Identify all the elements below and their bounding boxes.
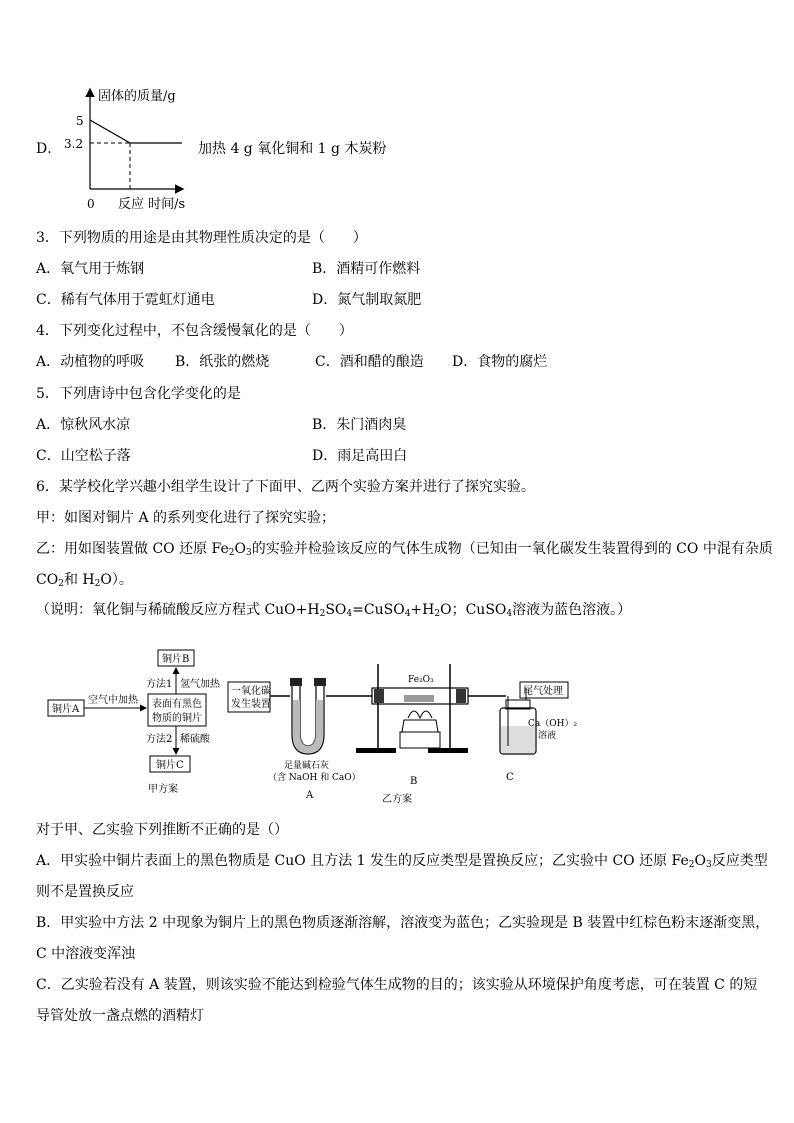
q6-option-a-line1: A．甲实验中铜片表面上的黑色物质是 CuO 且方法 1 发生的反应类型是置换反应；乙实验中 CO 还原 $Fe_2O_3$反应类型	[36, 853, 768, 870]
q5-stem: 5．下列唐诗中包含化学变化的是	[36, 386, 241, 402]
black-copper-label-2: 物质的铜片	[152, 713, 202, 724]
q5-option-b: B．朱门酒肉臭	[312, 417, 407, 433]
co-generator-label-1: 一氧化碳	[231, 686, 271, 697]
option-d-label: D．	[36, 141, 62, 157]
q6-question: 对于甲、乙实验下列推断不正确的是（）	[36, 822, 288, 838]
caoh2-label-1: Ca（OH）₂	[528, 719, 578, 729]
q4-option-a: A．动植物的呼吸	[36, 354, 145, 370]
dilute-acid-label: 稀硫酸	[180, 734, 210, 745]
q6-option-c-line2: 导管处放一盏点燃的酒精灯	[36, 1008, 204, 1024]
label-c: C	[506, 772, 514, 783]
q3-stem: 3．下列物质的用途是由其物理性质决定的是（ ）	[36, 230, 367, 246]
q4-option-d: D．食物的腐烂	[452, 354, 548, 370]
method2-label: 方法2	[146, 734, 173, 745]
mass-time-graph	[60, 84, 210, 214]
fe2o3-label: Fe₂O₃	[408, 675, 434, 685]
heat-in-air-label: 空气中加热	[88, 695, 138, 706]
label-b: B	[410, 776, 418, 787]
soda-lime-label-1: 足量碱石灰	[284, 761, 330, 771]
x-axis-label: 反应 时间/s	[118, 197, 186, 212]
q3-option-d: D．氮气制取氮肥	[312, 292, 422, 308]
q4-option-b: B．纸张的燃烧	[175, 354, 270, 370]
scheme-yi-diagram	[224, 656, 580, 812]
copper-c-label: 铜片C	[156, 760, 184, 771]
caoh2-label-2: 溶液	[538, 731, 557, 741]
y-tick-3-2: 3.2	[64, 137, 84, 151]
q6-option-c-line1: C．乙实验若没有 A 装置，则该实验不能达到检验气体生成物的目的；该实验从环境保护角度考虑，可在装置 C 的短	[36, 977, 758, 993]
tail-gas-label: 尾气处理	[523, 686, 563, 697]
copper-a-label: 铜片A	[52, 704, 80, 715]
q3-option-b: B．酒精可作燃料	[312, 261, 421, 277]
q3-option-a: A．氧气用于炼钢	[36, 261, 145, 277]
q6-note: （说明：氧化铜与稀硫酸反应方程式 $CuO+H_2SO_4=CuSO_4+H_2O$；CuSO$_4$溶液为蓝色溶液。）	[36, 602, 632, 619]
q5-option-a: A．惊秋风水凉	[36, 417, 131, 433]
q6-yi-text-line1: 乙：用如图装置做 CO 还原 $Fe_2O_3$的实验并检验该反应的气体生成物（已知由一氧化碳发生装置得到的 CO 中混有杂质	[36, 541, 773, 558]
scheme-yi-caption: 乙方案	[382, 794, 412, 805]
co-generator-label-2: 发生装置	[231, 699, 271, 710]
black-copper-label-1: 表面有黑色	[152, 699, 202, 710]
y-tick-5: 5	[76, 114, 84, 128]
q6-option-b-line2: C 中溶液变浑浊	[36, 946, 136, 962]
hydrogen-heat-label: 氢气加热	[180, 679, 220, 690]
q6-jia-text: 甲：如图对铜片 A 的系列变化进行了探究实验；	[36, 510, 336, 526]
mass-series-line	[90, 120, 182, 143]
q6-yi-text-line2: $CO_2$和 $H_2O$）。	[36, 572, 133, 589]
q5-option-d: D．雨足高田白	[312, 448, 408, 464]
soda-lime-label-2: （含 NaOH 和 CaO）	[268, 773, 361, 783]
q4-stem: 4．下列变化过程中，不包含缓慢氧化的是（ ）	[36, 323, 353, 339]
scheme-jia-diagram	[46, 644, 226, 804]
label-a: A	[306, 790, 314, 801]
q6-option-b-line1: B．甲实验中方法 2 中现象为铜片上的黑色物质逐渐溶解，溶液变为蓝色；乙实验现是 B 装置中红棕色粉末逐渐变黑，	[36, 915, 770, 931]
q6-stem: 6．某学校化学兴趣小组学生设计了下面甲、乙两个实验方案并进行了探究实验。	[36, 479, 535, 495]
y-axis-label: 固体的质量/g	[98, 89, 176, 104]
u-tube-a	[290, 678, 372, 754]
q6-option-a-line2: 则不是置换反应	[36, 884, 134, 900]
q4-option-c: C．酒和醋的酿造	[315, 354, 424, 370]
q3-option-c: C．稀有气体用于霓虹灯通电	[36, 292, 215, 308]
q5-option-c: C．山空松子落	[36, 448, 131, 464]
origin-label: 0	[87, 197, 95, 211]
method1-label: 方法1	[146, 679, 173, 690]
copper-b-label: 铜片B	[162, 654, 190, 665]
graph-d-caption: 加热 4 g 氧化铜和 1 g 木炭粉	[198, 141, 387, 157]
scheme-jia-caption: 甲方案	[148, 784, 178, 795]
